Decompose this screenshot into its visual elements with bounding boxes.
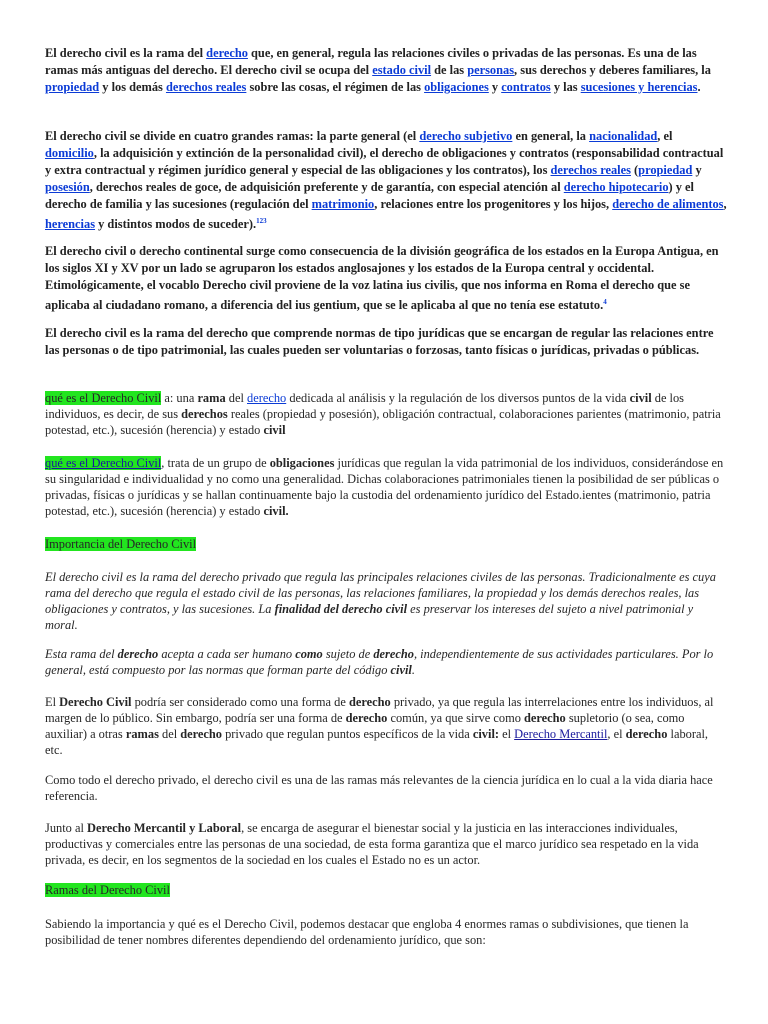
citation-marker[interactable]: 123 [256, 217, 267, 225]
bold-term: civil [629, 391, 652, 405]
link-derecho-mercantil[interactable]: Derecho Mercantil [514, 727, 608, 741]
text: Como todo el derecho privado, el derecho civil es una de las ramas más relevantes de la ciencia jurídica en lo cual a la vida diaria hace referencia. [45, 773, 713, 803]
text: , sus derechos y deberes familiares, la [514, 63, 711, 77]
link-domicilio[interactable]: domicilio [45, 146, 94, 160]
text: a: una [161, 391, 198, 405]
text: y [488, 80, 502, 94]
link-sucesiones-herencias[interactable]: sucesiones y herencias [580, 80, 698, 94]
text: , se encarga de asegurar el bienestar social y la justicia en las interacciones individuales, productivas y comerciales entre las personas de una sociedad, de esta forma garantiza que el marco jurídico sea respetado en la vida privada, es decir, en los segmentos de la sociedad en los cuales el Estado no es un actor. [45, 821, 699, 867]
heading-importancia [45, 536, 727, 552]
text: , [723, 197, 727, 211]
bold-term: derecho [373, 647, 414, 661]
text: es preservar los intereses del sujeto a nivel patrimonial y moral. [45, 602, 694, 632]
text: . [411, 663, 415, 677]
bold-term: como [295, 647, 323, 661]
bold-term: derecho [345, 711, 388, 725]
paragraph-importancia [45, 569, 727, 633]
text: , trata de un grupo de [161, 456, 270, 470]
text: privado que regulan puntos específicos de la vida [222, 727, 473, 741]
text: , la adquisición y extinción de la personalidad civil), el derecho de obligaciones y contratos (responsabilidad contractual y extra contractual y régimen jurídico general y especial de las obligaciones y los contratos), los [45, 146, 724, 177]
paragraph-que-es-2 [45, 455, 727, 519]
text: , relaciones entre los progenitores y los hijos, [374, 197, 613, 211]
text: y los demás [99, 80, 166, 94]
link-propiedad[interactable]: propiedad [638, 163, 693, 177]
text: , independientemente de sus actividades particulares. Por lo general, está compuesto por las normas que forman parte del código [45, 647, 714, 677]
bold-term: civil: [472, 727, 500, 741]
bold-term: Derecho Civil [59, 695, 132, 709]
highlighted-term: qué es el Derecho Civil [45, 391, 162, 405]
bold-term: derecho [524, 711, 566, 725]
text: dedicada al análisis y la regulación de los diversos puntos de la vida [286, 391, 630, 405]
section-heading: Ramas del Derecho Civil [45, 883, 170, 897]
text: jurídicas que regulan la vida patrimonial de los individuos, considerándose en su singularidad e individualidad y no como una generalidad. Dichas colaboraciones patrimoniales tienen la posibilidad de ser públicas o privadas, físicas o jurídicas y se hallan continuamente bajo la custodia del ordenamiento jurídico del Estado.ientes (matrimonio, patria potestad, etc.), sucesión (herencia) y estado [45, 456, 724, 518]
link-personas[interactable]: personas [467, 63, 515, 77]
link-derechos-reales[interactable]: derechos reales [165, 80, 247, 94]
link-matrimonio[interactable]: matrimonio [311, 197, 375, 211]
text: que, en general, regula las relaciones civiles o privadas de las personas. Es una de las ramas más antiguas del derecho. El derecho civil se ocupa del [45, 46, 697, 77]
bold-term: rama [197, 391, 226, 405]
text: , derechos reales de goce, de adquisición preferente y de garantía, con especial atención al [89, 180, 564, 194]
text: laboral, etc. [45, 727, 709, 757]
text: ( [630, 163, 639, 177]
link-estado-civil[interactable]: estado civil [372, 63, 432, 77]
text: sujeto de [322, 647, 374, 661]
text: El derecho civil se divide en cuatro grandes ramas: la parte general (el [45, 129, 420, 143]
bold-term: obligaciones [269, 456, 335, 470]
paragraph-mercantil [45, 820, 727, 868]
paragraph-origen [45, 243, 727, 314]
link-obligaciones[interactable]: obligaciones [424, 80, 489, 94]
text: . [697, 80, 701, 94]
bold-term: derecho [180, 727, 223, 741]
paragraph-subdivisiones [45, 916, 727, 948]
bold-term: derecho [348, 695, 391, 709]
text: supletorio (o sea, como auxiliar) a otras [45, 711, 685, 741]
link-nacionalidad[interactable]: nacionalidad [589, 129, 658, 143]
bold-term: civil [263, 423, 286, 437]
bold-term: derechos [181, 407, 228, 421]
link-posesion[interactable]: posesión [45, 180, 90, 194]
link-propiedad[interactable]: propiedad [45, 80, 100, 94]
text: del [225, 391, 247, 405]
bold-term: finalidad del derecho civil [274, 602, 408, 616]
text: sobre las cosas, el régimen de las [246, 80, 425, 94]
text: Esta rama del [45, 647, 118, 661]
bold-term: derecho [117, 647, 159, 661]
text: de las [431, 63, 468, 77]
bold-term: derecho [625, 727, 668, 741]
paragraph-privado [45, 772, 727, 804]
paragraph-rama [45, 646, 727, 678]
paragraph-normas [45, 325, 727, 359]
link-derecho-de-alimentos[interactable]: derecho de alimentos [612, 197, 724, 211]
text: reales (propiedad y posesión), obligación contractual, colaboraciones parientes (matrimonio, patria potestad, etc.), sucesión (herencia) y estado [45, 407, 721, 437]
text: El derecho civil es la rama del derecho que comprende normas de tipo jurídicas que se encargan de regular las relaciones entre las personas o de tipo patrimonial, las cuales pueden ser voluntarias o forzosas, tanto físicas o jurídicas, privadas o públicas. [45, 326, 714, 357]
text: común, ya que sirve como [387, 711, 524, 725]
text: del [158, 727, 181, 741]
text: podría ser considerado como una forma de [131, 695, 349, 709]
link-derecho-subjetivo[interactable]: derecho subjetivo [419, 129, 513, 143]
text: el [499, 727, 515, 741]
text: en general, la [512, 129, 590, 143]
link-herencias[interactable]: herencias [45, 217, 96, 232]
paragraph-que-es-1 [45, 390, 727, 438]
link-contratos[interactable]: contratos [501, 80, 551, 94]
paragraph-ramas [45, 128, 727, 233]
link-derecho[interactable]: derecho [247, 391, 287, 405]
text: y distintos modos de suceder). [95, 217, 257, 232]
text: El derecho civil es la rama del derecho privado que regula las principales relaciones civiles de las personas. Tradicionalmente es cuya rama del derecho que regula el estado civil de las personas, las relaciones familiares, la propiedad y los demás derechos reales, las obligaciones y contratos, y las sucesiones. La [45, 570, 716, 616]
text: , el [607, 727, 626, 741]
bold-term: civil [390, 663, 412, 677]
paragraph-forma [45, 694, 727, 758]
text: El derecho civil o derecho continental surge como consecuencia de la división geográfica de los estados en la Europa Antigua, en los siglos XI y XV por un lado se agruparon los estados anglosajones y los estados de la Europa central y occidental. Etimológicamente, el vocablo Derecho civil proviene de la voz latina ius civilis, que nos informa en Roma el derecho que se aplicaba al ciudadano romano, a diferencia del ius gentium, que se le aplicaba al que no tenía ese estatuto. [45, 244, 719, 313]
section-heading: Importancia del Derecho Civil [45, 537, 197, 551]
heading-ramas [45, 882, 727, 898]
text: El derecho civil es la rama del [45, 46, 207, 60]
text: y [692, 163, 702, 177]
text: acepta a cada ser humano [158, 647, 296, 661]
text: , el [657, 129, 673, 143]
highlighted-link[interactable]: qué es el Derecho Civil [45, 456, 162, 470]
bold-term: civil. [263, 504, 289, 518]
link-derechos-reales[interactable]: derechos reales [550, 163, 631, 177]
link-derecho[interactable]: derecho [206, 46, 248, 60]
text: Sabiendo la importancia y qué es el Derecho Civil, podemos destacar que engloba 4 enormes ramas o subdivisiones, que tienen la posibilidad de tener nombres diferentes dependiendo del ordenamiento jurídico, que son: [45, 917, 689, 947]
text: El [45, 695, 60, 709]
bold-term: ramas [125, 727, 159, 741]
text: y las [550, 80, 581, 94]
citation-marker[interactable]: 4 [603, 298, 607, 306]
bold-term: Derecho Mercantil y Laboral [87, 821, 242, 835]
link-derecho-hipotecario[interactable]: derecho hipotecario [563, 180, 669, 194]
text: ) y el derecho de familia y las sucesiones (regulación del [45, 180, 694, 211]
paragraph-definition [45, 45, 727, 96]
text: privado, ya que regula las interrelaciones entre los individuos, al margen de lo público. Sin embargo, podría ser una forma de [45, 695, 714, 725]
text: Junto al [45, 821, 87, 835]
text: de los individuos, es decir, de sus [45, 391, 685, 421]
